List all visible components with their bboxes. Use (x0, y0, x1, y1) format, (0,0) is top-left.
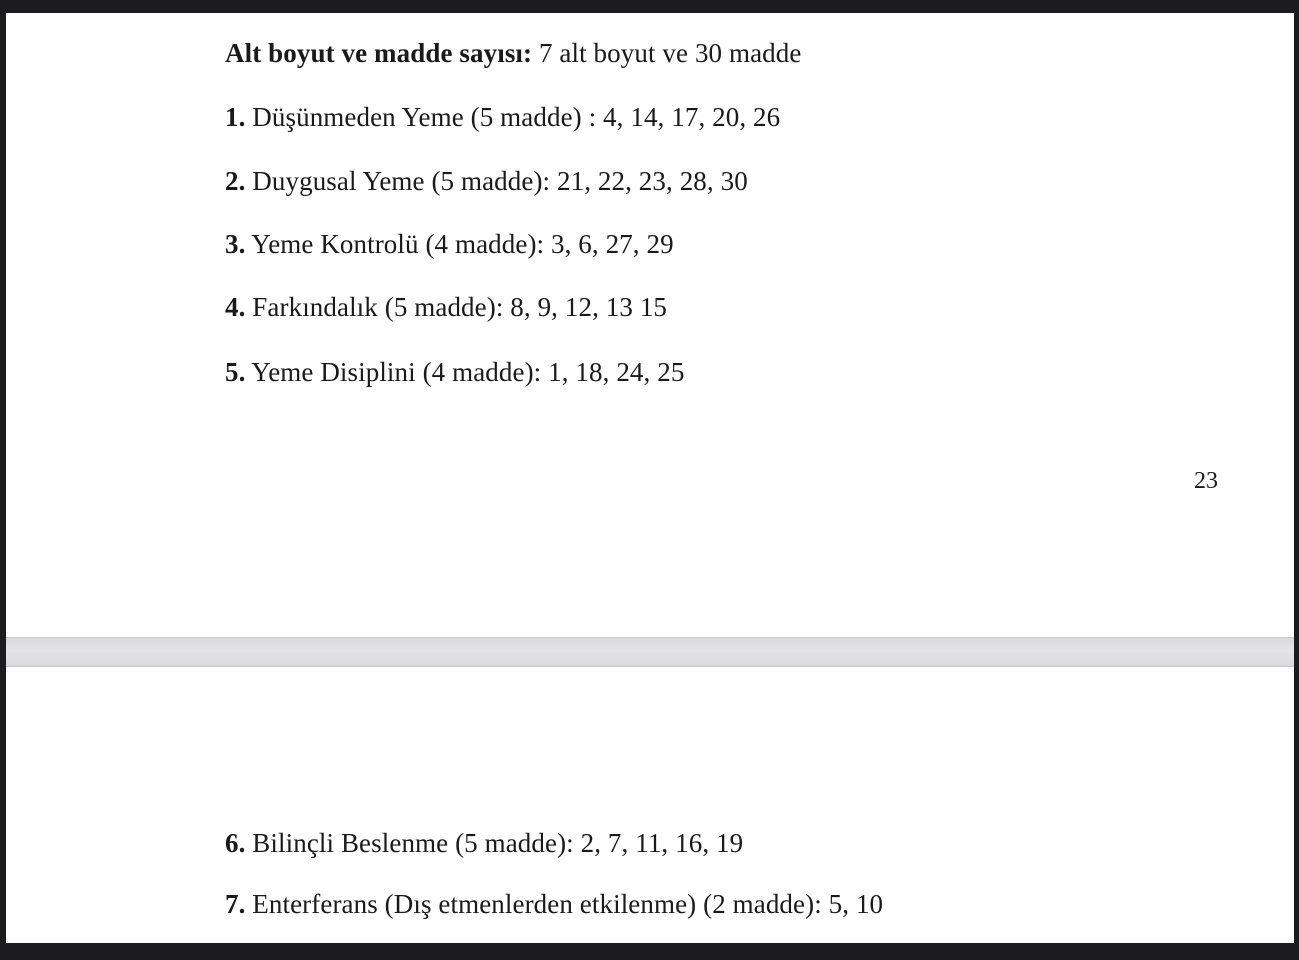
item-text: Farkındalık (5 madde): 8, 9, 12, 13 15 (245, 292, 668, 322)
page-number: 23 (1194, 468, 1218, 494)
subscale-summary-line (225, 37, 801, 69)
item-text: Düşünmeden Yeme (5 madde) : 4, 14, 17, 20, 26 (245, 102, 781, 132)
item-number: 3. (225, 229, 246, 259)
subscale-item-7 (225, 888, 883, 920)
subscale-item-2 (225, 165, 748, 197)
subscale-summary-value: 7 alt boyut ve 30 madde (532, 38, 802, 68)
item-number: 7. (225, 889, 246, 919)
document-page-24 (6, 667, 1294, 943)
subscale-summary-label: Alt boyut ve madde sayısı: (225, 38, 533, 68)
subscale-item-3 (225, 228, 674, 260)
item-number: 6. (225, 828, 246, 858)
subscale-item-5 (225, 356, 684, 388)
subscale-item-6 (225, 827, 743, 859)
item-text: Enterferans (Dış etmenlerden etkilenme) (2 madde): 5, 10 (245, 889, 884, 919)
item-number: 1. (225, 102, 246, 132)
item-text: Yeme Kontrolü (4 madde): 3, 6, 27, 29 (245, 229, 674, 259)
item-number: 5. (225, 357, 246, 387)
page-separator (6, 637, 1294, 667)
subscale-item-1 (225, 101, 780, 133)
subscale-item-4 (225, 291, 667, 323)
item-number: 4. (225, 292, 246, 322)
item-text: Yeme Disiplini (4 madde): 1, 18, 24, 25 (245, 357, 685, 387)
item-text: Bilinçli Beslenme (5 madde): 2, 7, 11, 16, 19 (245, 828, 744, 858)
item-text: Duygusal Yeme (5 madde): 21, 22, 23, 28, 30 (245, 166, 748, 196)
document-viewer[interactable] (6, 13, 1294, 943)
item-number: 2. (225, 166, 246, 196)
document-page-23 (6, 13, 1294, 625)
